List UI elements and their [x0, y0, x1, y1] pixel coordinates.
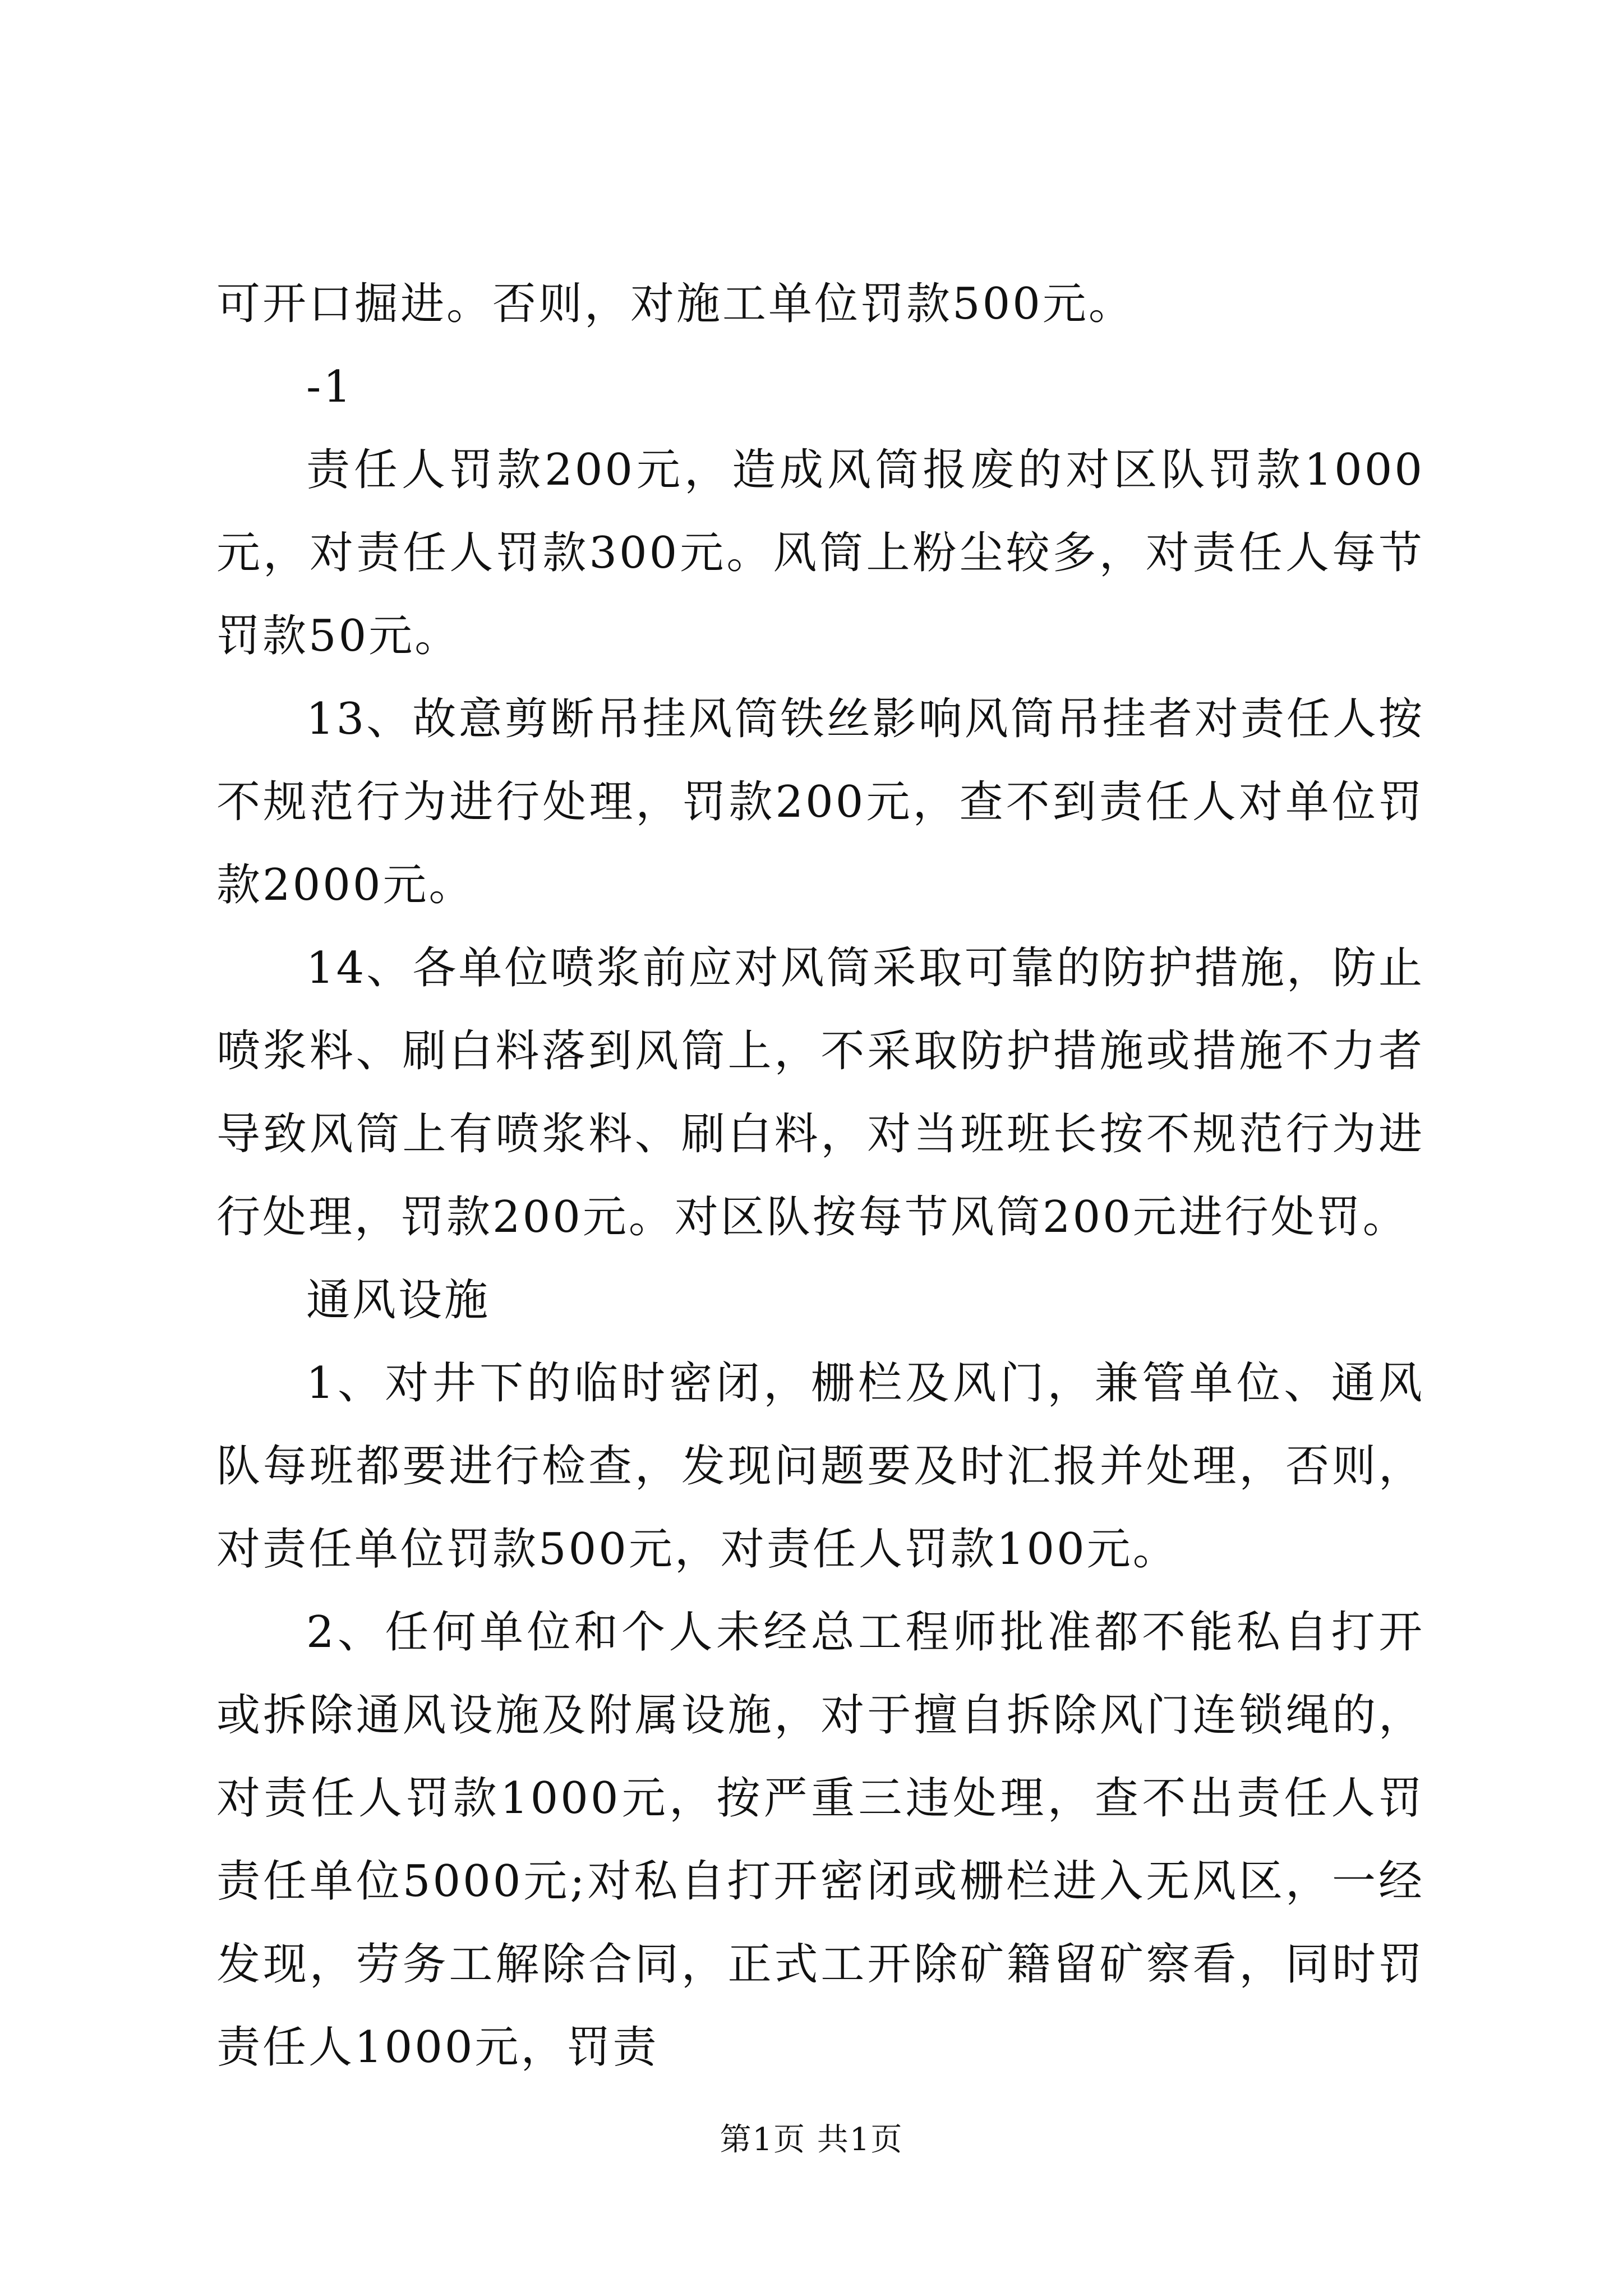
paragraph-page-marker: -1	[306, 362, 353, 412]
page-footer: 第1页 共1页	[720, 2122, 903, 2158]
paragraph-item-14: 14、各单位喷浆前应对风筒采取可靠的防护措施，防止喷浆料、刷白料落到风筒上，不采取防护措施或措施不力者导致风筒上有喷浆料、刷白料，对当班班长按不规范行为进行处理，罚款200元。对区队按每节风筒200元进行处罚。	[216, 943, 1424, 1243]
paragraph-penalty-duct-damage: 责任人罚款200元，造成风筒报废的对区队罚款1000元，对责任人罚款300元。风筒上粉尘较多，对责任人每节罚款50元。	[216, 445, 1424, 661]
paragraph-item-2: 2、任何单位和个人未经总工程师批准都不能私自打开或拆除通风设施及附属设施，对于擅自拆除风门连锁绳的，对责任人罚款1000元，按严重三违处理，查不出责任人罚责任单位5000元;对私自打开密闭或栅栏进入无风区，一经发现，劳务工解除合同，正式工开除矿籍留矿察看，同时罚责任人1000元，罚责	[216, 1607, 1424, 2073]
section-heading-ventilation-facilities: 通风设施	[306, 1275, 491, 1326]
paragraph-continuation: 可开口掘进。否则，对施工单位罚款500元。	[216, 279, 1135, 329]
paragraph-item-13: 13、故意剪断吊挂风筒铁丝影响风筒吊挂者对责任人按不规范行为进行处理，罚款200元，查不到责任人对单位罚款2000元。	[216, 694, 1424, 910]
paragraph-item-1: 1、对井下的临时密闭，栅栏及风门，兼管单位、通风队每班都要进行检查，发现问题要及时汇报并处理，否则，对责任单位罚款500元，对责任人罚款100元。	[216, 1358, 1424, 1575]
document-body	[216, 263, 1424, 2089]
